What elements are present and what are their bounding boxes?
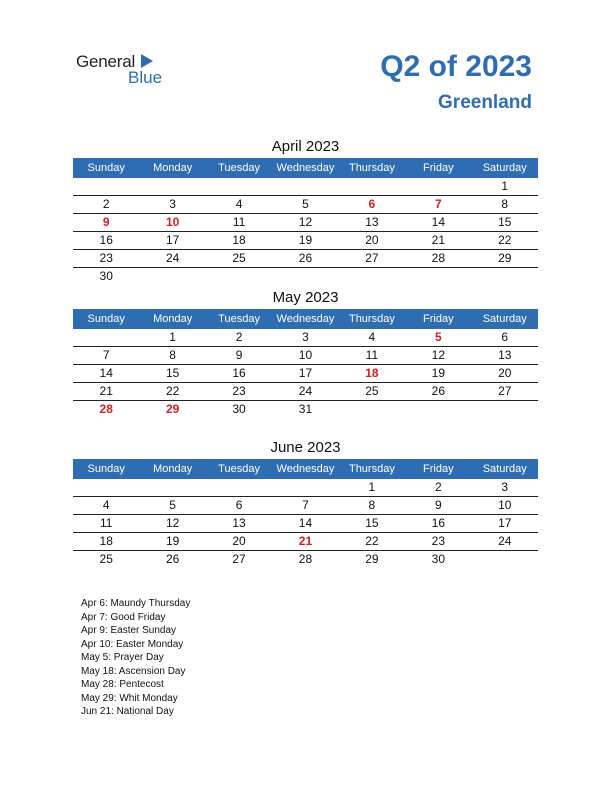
day-cell: 22 bbox=[365, 534, 379, 548]
day-cell: 9 bbox=[235, 348, 243, 362]
day-cell bbox=[272, 479, 338, 496]
day-cell: 10 bbox=[498, 498, 512, 512]
day-cell: 24 bbox=[298, 384, 313, 398]
weekday-label: Monday bbox=[153, 463, 193, 475]
month-calendar bbox=[73, 136, 538, 285]
week-row bbox=[73, 401, 538, 418]
day-cell: 11 bbox=[365, 348, 379, 362]
weekday-label: Friday bbox=[423, 463, 454, 475]
month-calendar bbox=[73, 287, 538, 418]
weekday-label: Wednesday bbox=[276, 162, 335, 174]
day-cell: 25 bbox=[99, 552, 113, 566]
day-cell bbox=[272, 178, 338, 195]
day-cell: 23 bbox=[232, 384, 246, 398]
day-cell: 4 bbox=[102, 498, 110, 512]
day-cell bbox=[139, 178, 205, 195]
day-cell: 21 bbox=[99, 384, 113, 398]
day-cell bbox=[206, 268, 272, 285]
day-cell bbox=[272, 268, 338, 285]
day-cell: 23 bbox=[431, 534, 445, 548]
day-cell bbox=[206, 178, 272, 195]
day-cell: 26 bbox=[165, 552, 180, 566]
weekday-label: Wednesday bbox=[276, 463, 335, 475]
day-cell: 1 bbox=[169, 330, 176, 344]
day-cell bbox=[339, 268, 405, 285]
day-cell bbox=[139, 479, 205, 496]
day-cell: 30 bbox=[232, 402, 246, 416]
week-row bbox=[73, 329, 538, 347]
day-cell bbox=[73, 479, 139, 496]
day-cell bbox=[339, 178, 405, 195]
day-cell: 26 bbox=[298, 251, 313, 265]
day-cell: 16 bbox=[99, 233, 113, 247]
weekday-header bbox=[73, 309, 538, 329]
day-cell: 7 bbox=[434, 197, 442, 211]
holiday-item: Apr 6: Maundy Thursday bbox=[81, 598, 191, 609]
day-cell: 14 bbox=[99, 366, 113, 380]
weekday-label: Sunday bbox=[87, 463, 125, 475]
generalblue-logo bbox=[76, 52, 176, 88]
logo-flag-icon bbox=[141, 54, 153, 68]
month-title: May 2023 bbox=[272, 289, 339, 306]
logo-word-general: General bbox=[76, 52, 136, 71]
day-cell: 5 bbox=[302, 197, 309, 211]
day-cell: 2 bbox=[102, 197, 110, 211]
day-cell: 19 bbox=[431, 366, 445, 380]
day-cell: 31 bbox=[298, 402, 313, 416]
day-cell: 5 bbox=[169, 498, 176, 512]
day-cell: 14 bbox=[431, 215, 445, 229]
weekday-label: Saturday bbox=[482, 313, 527, 325]
day-cell bbox=[206, 479, 272, 496]
day-cell: 3 bbox=[501, 480, 509, 494]
holiday-item: Apr 7: Good Friday bbox=[81, 611, 166, 623]
day-cell bbox=[472, 401, 538, 418]
day-cell: 29 bbox=[365, 552, 379, 566]
weekday-label: Monday bbox=[153, 162, 193, 174]
day-cell: 9 bbox=[102, 215, 110, 229]
weekday-label: Sunday bbox=[87, 162, 125, 174]
page-title: Q2 of 2023 bbox=[380, 50, 532, 83]
day-cell: 1 bbox=[368, 480, 376, 494]
weekday-label: Tuesday bbox=[218, 162, 260, 174]
day-cell: 10 bbox=[298, 348, 313, 362]
week-row bbox=[73, 551, 538, 568]
day-cell: 14 bbox=[298, 516, 313, 530]
day-cell: 7 bbox=[102, 348, 110, 362]
day-cell: 2 bbox=[434, 480, 442, 494]
week-row bbox=[73, 250, 538, 268]
day-cell: 15 bbox=[165, 366, 180, 380]
day-cell: 6 bbox=[235, 498, 243, 512]
holiday-list bbox=[81, 597, 190, 719]
day-cell: 8 bbox=[501, 197, 509, 211]
holiday-item: Jun 21: National Day bbox=[81, 706, 174, 717]
day-cell bbox=[405, 401, 471, 418]
weekday-label: Friday bbox=[423, 313, 454, 325]
weekday-label: Wednesday bbox=[276, 313, 335, 325]
day-cell: 30 bbox=[99, 269, 113, 283]
week-row bbox=[73, 479, 538, 497]
day-cell: 28 bbox=[99, 402, 113, 416]
day-cell: 24 bbox=[165, 251, 180, 265]
day-cell: 27 bbox=[365, 251, 379, 265]
day-cell bbox=[73, 178, 139, 195]
day-cell: 12 bbox=[165, 516, 180, 530]
holiday-item: May 28: Pentecost bbox=[81, 679, 164, 690]
day-cell: 10 bbox=[165, 215, 180, 229]
day-cell: 11 bbox=[99, 516, 113, 530]
week-row bbox=[73, 178, 538, 196]
weekday-label: Saturday bbox=[482, 463, 527, 475]
day-cell bbox=[472, 551, 538, 568]
day-cell bbox=[73, 329, 139, 346]
day-cell: 16 bbox=[431, 516, 445, 530]
weekday-label: Sunday bbox=[87, 313, 125, 325]
day-cell: 16 bbox=[232, 366, 246, 380]
week-row bbox=[73, 268, 538, 285]
day-cell: 20 bbox=[498, 366, 512, 380]
page-subtitle: Greenland bbox=[438, 92, 532, 113]
holiday-item: May 18: Ascension Day bbox=[81, 665, 186, 677]
day-cell: 18 bbox=[232, 233, 246, 247]
weekday-label: Tuesday bbox=[218, 463, 260, 475]
day-cell: 3 bbox=[302, 330, 309, 344]
month-title: June 2023 bbox=[270, 439, 341, 456]
week-row bbox=[73, 196, 538, 214]
day-cell bbox=[472, 268, 538, 285]
weekday-label: Thursday bbox=[348, 463, 395, 475]
day-cell: 27 bbox=[232, 552, 246, 566]
day-cell: 28 bbox=[298, 552, 313, 566]
day-cell: 25 bbox=[365, 384, 379, 398]
day-cell: 4 bbox=[368, 330, 376, 344]
holiday-item: May 5: Prayer Day bbox=[81, 652, 164, 663]
day-cell: 19 bbox=[165, 534, 180, 548]
day-cell: 26 bbox=[431, 384, 445, 398]
day-cell: 11 bbox=[232, 215, 246, 229]
day-cell: 17 bbox=[165, 233, 180, 247]
day-cell: 7 bbox=[302, 498, 309, 512]
day-cell: 8 bbox=[169, 348, 176, 362]
day-cell: 6 bbox=[368, 197, 376, 211]
day-cell bbox=[405, 268, 471, 285]
day-cell: 30 bbox=[431, 552, 445, 566]
day-cell: 27 bbox=[498, 384, 512, 398]
day-cell: 24 bbox=[498, 534, 512, 548]
day-cell: 12 bbox=[298, 215, 313, 229]
holiday-item: Apr 9: Easter Sunday bbox=[81, 625, 177, 636]
holiday-item: May 29: Whit Monday bbox=[81, 692, 178, 704]
day-cell: 8 bbox=[368, 498, 376, 512]
day-cell bbox=[405, 178, 471, 195]
day-cell: 15 bbox=[365, 516, 379, 530]
weekday-label: Tuesday bbox=[218, 313, 260, 325]
week-row bbox=[73, 497, 538, 515]
day-cell: 9 bbox=[434, 498, 442, 512]
day-cell: 18 bbox=[99, 534, 113, 548]
week-row bbox=[73, 383, 538, 401]
day-cell: 19 bbox=[298, 233, 313, 247]
day-cell: 20 bbox=[365, 233, 379, 247]
day-cell: 15 bbox=[498, 215, 512, 229]
holiday-item: Apr 10: Easter Monday bbox=[81, 638, 184, 650]
day-cell: 5 bbox=[434, 330, 442, 344]
day-cell: 12 bbox=[431, 348, 445, 362]
day-cell: 18 bbox=[365, 366, 379, 380]
day-cell: 2 bbox=[235, 330, 243, 344]
day-cell: 22 bbox=[165, 384, 180, 398]
week-row bbox=[73, 232, 538, 250]
month-title: April 2023 bbox=[271, 138, 340, 155]
day-cell: 13 bbox=[365, 215, 379, 229]
week-row bbox=[73, 533, 538, 551]
weekday-label: Monday bbox=[153, 313, 193, 325]
day-cell: 17 bbox=[298, 366, 313, 380]
logo-word-blue: Blue bbox=[128, 68, 163, 87]
day-cell: 1 bbox=[501, 179, 509, 193]
day-cell: 17 bbox=[498, 516, 512, 530]
weekday-label: Thursday bbox=[348, 162, 395, 174]
day-cell: 4 bbox=[235, 197, 243, 211]
weekday-label: Saturday bbox=[482, 162, 527, 174]
month-calendar bbox=[73, 437, 538, 568]
weekday-header bbox=[73, 158, 538, 178]
weekday-header bbox=[73, 459, 538, 479]
day-cell: 28 bbox=[431, 251, 445, 265]
day-cell: 21 bbox=[431, 233, 445, 247]
day-cell: 25 bbox=[232, 251, 246, 265]
day-cell: 20 bbox=[232, 534, 246, 548]
day-cell: 29 bbox=[498, 251, 512, 265]
day-cell: 21 bbox=[298, 534, 313, 548]
day-cell: 6 bbox=[501, 330, 509, 344]
day-cell bbox=[339, 401, 405, 418]
day-cell: 13 bbox=[498, 348, 512, 362]
day-cell: 3 bbox=[169, 197, 176, 211]
week-row bbox=[73, 214, 538, 232]
week-row bbox=[73, 365, 538, 383]
week-row bbox=[73, 347, 538, 365]
day-cell: 29 bbox=[165, 402, 180, 416]
weekday-label: Thursday bbox=[348, 313, 395, 325]
week-row bbox=[73, 515, 538, 533]
day-cell: 22 bbox=[498, 233, 512, 247]
weekday-label: Friday bbox=[423, 162, 454, 174]
day-cell: 13 bbox=[232, 516, 246, 530]
day-cell: 23 bbox=[99, 251, 113, 265]
day-cell bbox=[139, 268, 205, 285]
